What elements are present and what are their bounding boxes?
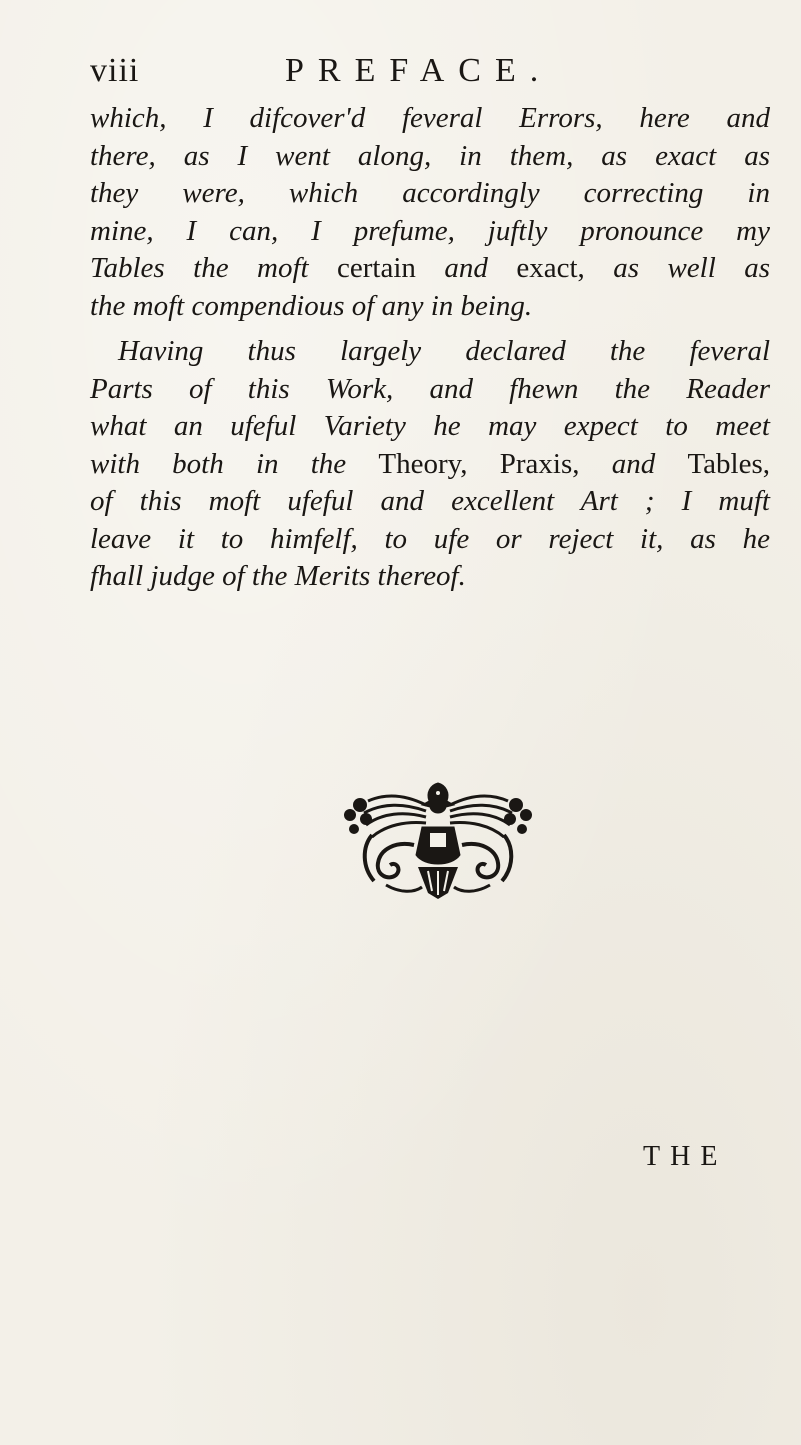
text-line: they were, which accordingly correcting in xyxy=(90,177,770,209)
text-line: the moft compendious of any in being. xyxy=(90,289,533,322)
roman-word-certain: certain xyxy=(337,252,416,284)
text-line: of this moft ufeful and excellent Art ; I muft xyxy=(90,485,770,517)
text-segment: with both in the xyxy=(90,447,379,480)
text-line: mine, I can, I prefume, juftly pronounce my xyxy=(90,214,770,247)
text-segment: Tables the moft xyxy=(90,252,338,284)
paragraph-having-thus xyxy=(90,333,770,596)
roman-word-theory: Theory, Praxis, xyxy=(378,447,580,480)
text-line: fhall judge of the Merits thereof. xyxy=(90,560,466,592)
page-header xyxy=(90,52,710,100)
page-number: viii xyxy=(90,52,140,89)
text-line-mixed xyxy=(90,446,770,484)
text-line: Having thus largely declared the feveral xyxy=(118,335,770,367)
text-segment: and xyxy=(579,447,688,480)
text-line: what an ufeful Variety he may expect to meet xyxy=(90,410,770,442)
text-line: Parts of this Work, and fhewn the Reader xyxy=(90,372,770,405)
text-line: leave it to himfelf, to ufe or reject it, as he xyxy=(90,522,770,555)
printers-ornament-icon xyxy=(326,775,551,905)
text-segment: and xyxy=(415,252,517,284)
roman-word-tables: Tables, xyxy=(687,447,771,480)
text-segment: as well as xyxy=(584,252,771,284)
text-line: there, as I went along, in them, as exact as xyxy=(90,139,770,172)
roman-word-exact: exact, xyxy=(516,252,585,284)
text-line-mixed xyxy=(90,250,770,288)
paragraph-continuation xyxy=(90,100,770,325)
text-line: which, I difcover'd feveral Errors, here and xyxy=(90,102,770,134)
running-head: PREFACE. xyxy=(285,52,553,89)
catchword: THE xyxy=(643,1141,728,1172)
